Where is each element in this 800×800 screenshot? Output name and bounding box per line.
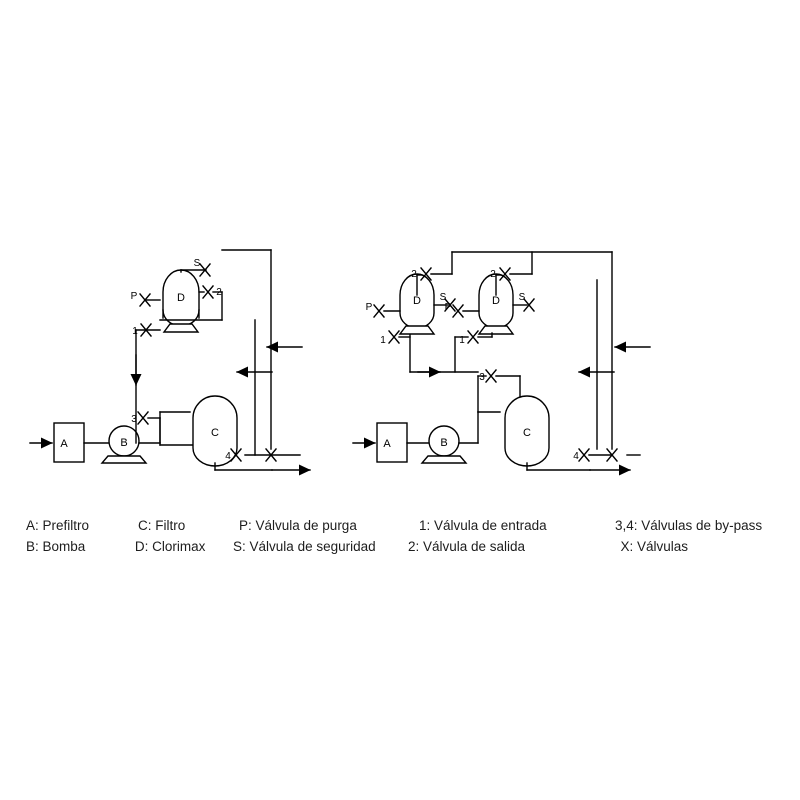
legend-cell-valves: X: Válvulas xyxy=(620,539,689,554)
label-left-prefilter: A xyxy=(60,438,68,450)
label-left-purge: P xyxy=(130,291,138,302)
label-right-inlet-1a: 1 xyxy=(380,335,386,346)
label-right-safety-2: S xyxy=(518,292,526,303)
legend-cell-inlet-valve: 1: Válvula de entrada xyxy=(419,518,547,533)
label-right-clorimax-2: D xyxy=(492,295,500,307)
label-right-clorimax-1: D xyxy=(413,295,421,307)
label-left-safety: S xyxy=(193,258,201,269)
label-right-prefilter: A xyxy=(383,438,391,450)
label-right-outlet-2a: 2 xyxy=(411,269,417,280)
label-right-bypass-4: 4 xyxy=(573,451,579,462)
label-left-inlet-1: 1 xyxy=(132,326,138,337)
label-right-inlet-1b: 1 xyxy=(459,335,465,346)
legend-cell-bypass-valves: 3,4: Válvulas de by-pass xyxy=(615,518,763,533)
label-right-bypass-3: 3 xyxy=(479,372,485,383)
label-right-filter: C xyxy=(523,427,531,439)
legend xyxy=(26,518,776,560)
label-left-pump: B xyxy=(120,437,128,449)
legend-cell-filter: C: Filtro xyxy=(138,518,186,533)
legend-cell-purge-valve: P: Válvula de purga xyxy=(239,518,357,533)
label-right-safety-1: S xyxy=(439,292,447,303)
label-left-outlet-2: 2 xyxy=(216,287,222,298)
legend-cell-clorimax: D: Clorimax xyxy=(134,539,206,554)
legend-cell-pump: B: Bomba xyxy=(26,539,86,554)
legend-cell-outlet-valve: 2: Válvula de salida xyxy=(407,539,526,554)
label-left-clorimax: D xyxy=(177,292,185,304)
legend-cell-prefilter: A: Prefiltro xyxy=(26,518,90,533)
legend-row xyxy=(26,539,776,554)
label-left-filter: C xyxy=(211,427,219,439)
label-right-purge-2: P xyxy=(444,302,452,313)
label-right-purge-1: P xyxy=(365,302,373,313)
legend-cell-safety-valve: S: Válvula de seguridad xyxy=(233,539,376,554)
label-left-bypass-4: 4 xyxy=(225,451,231,462)
legend-row xyxy=(26,518,776,533)
label-right-pump: B xyxy=(440,437,448,449)
label-right-outlet-2b: 2 xyxy=(490,269,496,280)
label-left-bypass-3: 3 xyxy=(131,414,137,425)
